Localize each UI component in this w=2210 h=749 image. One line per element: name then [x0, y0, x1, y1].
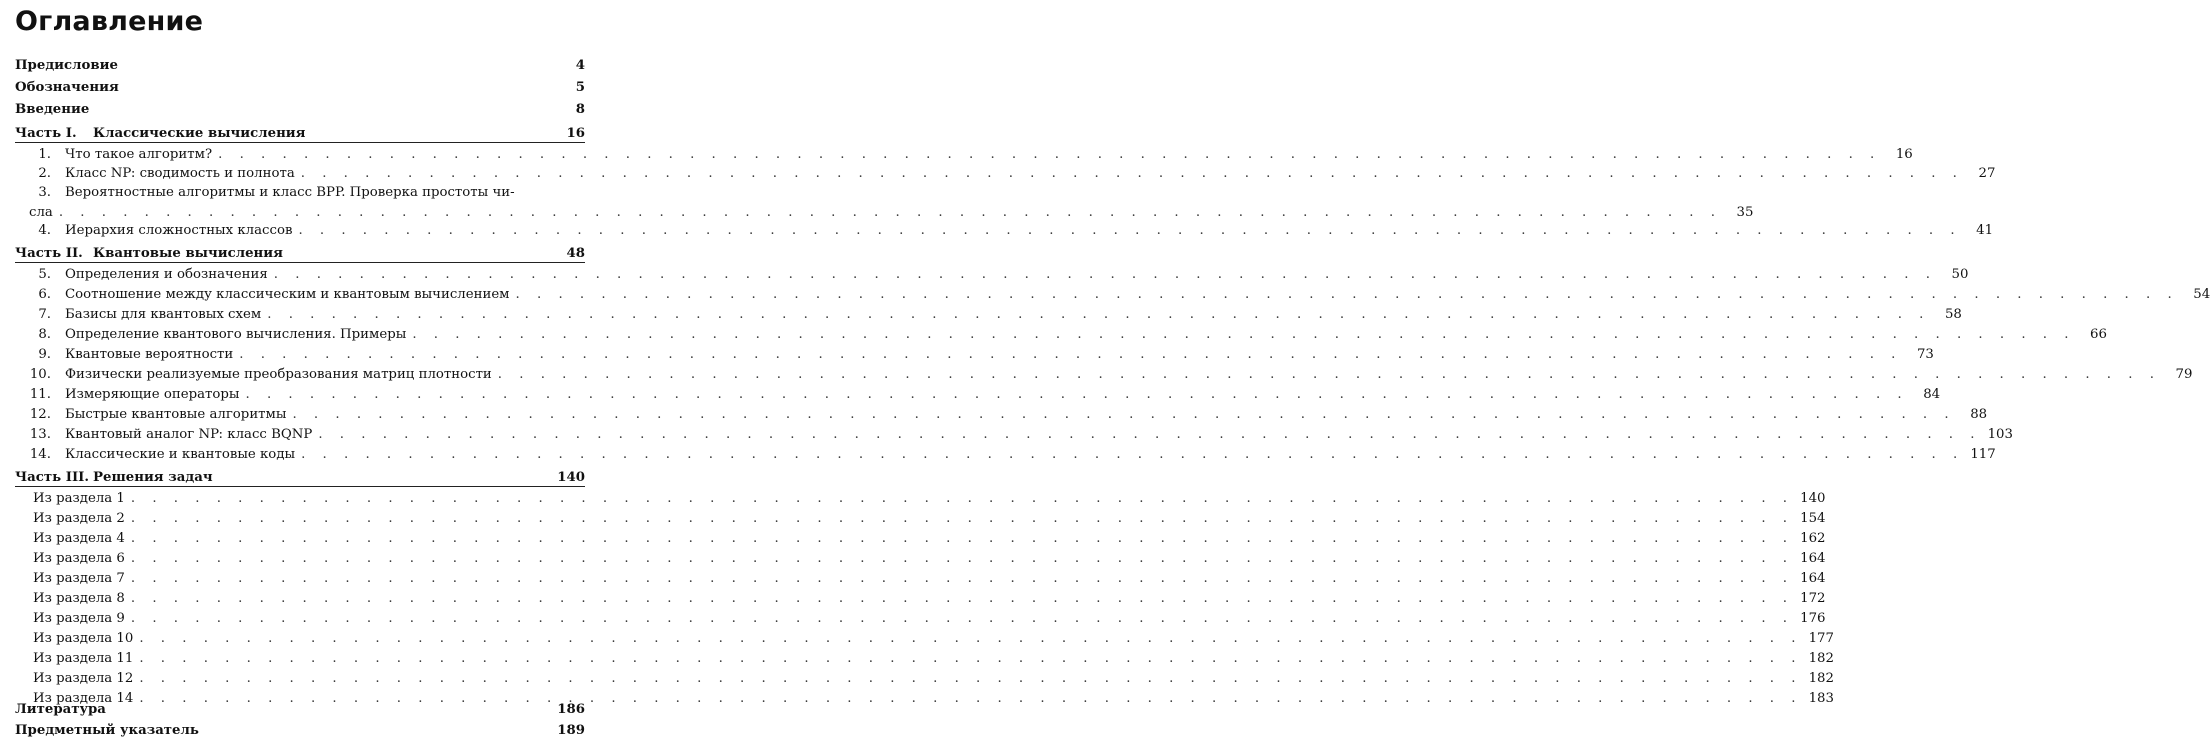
leader-dots	[239, 345, 1902, 365]
leader-dots	[139, 629, 1802, 649]
entry-page: 4	[575, 58, 585, 73]
entry-number: 11.	[29, 387, 51, 402]
page-title: Оглавление	[15, 6, 204, 37]
entry-number: 1.	[38, 147, 51, 162]
toc-entry-4[interactable]	[15, 221, 1994, 241]
leader-dots	[131, 549, 1794, 569]
part-label: Решения задач	[93, 470, 213, 485]
toc-solution-4[interactable]	[15, 529, 1826, 549]
entry-number: 8.	[38, 327, 51, 342]
toc-entry-index[interactable]	[15, 721, 585, 741]
entry-label: Определение квантового вычисления. Примеры	[65, 327, 407, 342]
entry-page: 88	[1970, 407, 1988, 422]
entry-page: 54	[2193, 287, 2210, 302]
part-page: 16	[566, 126, 585, 141]
entry-label: Из раздела 2	[33, 511, 125, 526]
toc-solution-6[interactable]	[15, 549, 1826, 569]
entry-number: 4.	[38, 223, 51, 238]
entry-label-line2: сла	[29, 205, 53, 220]
entry-page: 27	[1978, 166, 1996, 181]
entry-page: 177	[1808, 631, 1834, 646]
toc-solution-7[interactable]	[15, 569, 1826, 589]
entry-page: 172	[1800, 591, 1826, 606]
toc-entry-13[interactable]	[15, 425, 2013, 445]
entry-label: Из раздела 7	[33, 571, 125, 586]
entry-number: 3.	[38, 185, 51, 200]
entry-page: 164	[1800, 571, 1826, 586]
part-divider	[15, 486, 585, 487]
entry-label: Измеряющие операторы	[65, 387, 240, 402]
entry-page: 162	[1800, 531, 1826, 546]
toc-entry-preface[interactable]	[15, 56, 585, 76]
toc-entry-8[interactable]	[15, 325, 2107, 345]
entry-page: 41	[1976, 223, 1994, 238]
leader-dots	[131, 569, 1794, 589]
toc-solution-1[interactable]	[15, 489, 1826, 509]
leader-dots	[131, 589, 1794, 609]
entry-number: 14.	[29, 447, 51, 462]
toc-entry-10[interactable]	[15, 365, 2193, 385]
part-label: Квантовые вычисления	[93, 246, 283, 261]
entry-label: Из раздела 6	[33, 551, 125, 566]
entry-label: Быстрые квантовые алгоритмы	[65, 407, 287, 422]
entry-label: Физически реализуемые преобразования матриц плотности	[65, 367, 492, 382]
toc-entry-11[interactable]	[15, 385, 1941, 405]
entry-page: 8	[575, 102, 585, 117]
entry-page: 35	[1736, 205, 1754, 220]
entry-number: 10.	[29, 367, 51, 382]
entry-page: 154	[1800, 511, 1826, 526]
entry-label: Из раздела 14	[33, 691, 134, 706]
entry-label-line1: Вероятностные алгоритмы и класс BPP. Проверка простоты чи-	[65, 185, 515, 200]
entry-label: Соотношение между классическим и квантовым вычислением	[65, 287, 510, 302]
toc-part-2[interactable]	[15, 244, 585, 264]
entry-page: 164	[1800, 551, 1826, 566]
leader-dots	[218, 145, 1881, 165]
entry-page: 50	[1951, 267, 1969, 282]
leader-dots	[412, 325, 2075, 345]
entry-page: 73	[1916, 347, 1934, 362]
entry-label: Класс NP: сводимость и полнота	[65, 166, 295, 181]
leader-dots	[131, 509, 1794, 529]
toc-entry-7[interactable]	[15, 305, 1962, 325]
entry-label: Обозначения	[15, 80, 119, 95]
entry-page: 58	[1944, 307, 1962, 322]
entry-page: 117	[1970, 447, 1996, 462]
entry-page: 182	[1808, 671, 1834, 686]
leader-dots	[301, 164, 1964, 184]
leader-dots	[246, 385, 1909, 405]
leader-dots	[131, 609, 1794, 629]
entry-label: Из раздела 1	[33, 491, 125, 506]
entry-page: 176	[1800, 611, 1826, 626]
entry-page: 16	[1895, 147, 1913, 162]
entry-page: 182	[1808, 651, 1834, 666]
leader-dots	[516, 285, 2179, 305]
entry-label: Литература	[15, 702, 106, 717]
entry-page: 183	[1808, 691, 1834, 706]
part-page: 48	[566, 246, 585, 261]
entry-number: 6.	[38, 287, 51, 302]
entry-page: 103	[1987, 427, 2013, 442]
entry-label: Из раздела 11	[33, 651, 134, 666]
entry-page: 186	[557, 702, 585, 717]
toc-entry-1[interactable]	[15, 145, 1913, 165]
leader-dots	[267, 305, 1930, 325]
toc-entry-3[interactable]	[15, 183, 1754, 223]
entry-page: 189	[557, 723, 585, 738]
toc-solution-11[interactable]	[15, 649, 1834, 669]
part-label: Классические вычисления	[93, 126, 306, 141]
leader-dots	[301, 445, 1964, 465]
toc-entry-notation[interactable]	[15, 78, 585, 98]
entry-number: 12.	[29, 407, 51, 422]
toc-solution-10[interactable]	[15, 629, 1834, 649]
toc-entry-2[interactable]	[15, 164, 1996, 184]
entry-label: Иерархия сложностных классов	[65, 223, 293, 238]
leader-dots	[318, 425, 1981, 445]
entry-page: 79	[2175, 367, 2193, 382]
entry-page: 140	[1800, 491, 1826, 506]
toc-solution-12[interactable]	[15, 669, 1834, 689]
toc-entry-6[interactable]	[15, 285, 2210, 305]
leader-dots	[131, 529, 1794, 549]
toc-solution-8[interactable]	[15, 589, 1826, 609]
entry-label: Введение	[15, 102, 90, 117]
entry-page: 66	[2090, 327, 2107, 342]
entry-label: Квантовый аналог NP: класс BQNP	[65, 427, 313, 442]
entry-number: 2.	[38, 166, 51, 181]
entry-label: Классические и квантовые коды	[65, 447, 296, 462]
part-divider	[15, 142, 585, 143]
toc-solution-9[interactable]	[15, 609, 1826, 629]
part-page: 140	[557, 470, 585, 485]
entry-label: Что такое алгоритм?	[65, 147, 213, 162]
toc-entry-5[interactable]	[15, 265, 1969, 285]
entry-label: Предисловие	[15, 58, 118, 73]
entry-label: Определения и обозначения	[65, 267, 268, 282]
entry-label: Базисы для квантовых схем	[65, 307, 262, 322]
entry-label: Квантовые вероятности	[65, 347, 234, 362]
entry-label: Из раздела 8	[33, 591, 125, 606]
leader-dots	[274, 265, 1937, 285]
entry-label: Из раздела 9	[33, 611, 125, 626]
leader-dots	[139, 669, 1802, 689]
entry-number: 7.	[38, 307, 51, 322]
entry-number: 13.	[29, 427, 51, 442]
entry-label: Из раздела 10	[33, 631, 134, 646]
entry-page: 5	[575, 80, 585, 95]
leader-dots	[59, 203, 1722, 223]
toc-entry-9[interactable]	[15, 345, 1934, 365]
leader-dots	[139, 649, 1802, 669]
entry-number: 5.	[38, 267, 51, 282]
toc-solution-2[interactable]	[15, 509, 1826, 529]
toc-entry-14[interactable]	[15, 445, 1996, 465]
entry-label: Из раздела 12	[33, 671, 134, 686]
part-divider	[15, 262, 585, 263]
toc-entry-12[interactable]	[15, 405, 1988, 425]
part-number: Часть II.	[15, 246, 83, 261]
toc-entry-bibliography[interactable]	[15, 700, 585, 720]
part-number: Часть III.	[15, 470, 90, 485]
leader-dots	[292, 405, 1955, 425]
part-number: Часть I.	[15, 126, 77, 141]
entry-page: 84	[1923, 387, 1941, 402]
toc-entry-introduction[interactable]	[15, 100, 585, 120]
toc-part-3[interactable]	[15, 468, 585, 488]
entry-label: Предметный указатель	[15, 723, 199, 738]
toc-part-1[interactable]	[15, 124, 585, 144]
leader-dots	[298, 221, 1961, 241]
entry-number: 9.	[38, 347, 51, 362]
leader-dots	[131, 489, 1794, 509]
entry-label: Из раздела 4	[33, 531, 125, 546]
leader-dots	[498, 365, 2161, 385]
